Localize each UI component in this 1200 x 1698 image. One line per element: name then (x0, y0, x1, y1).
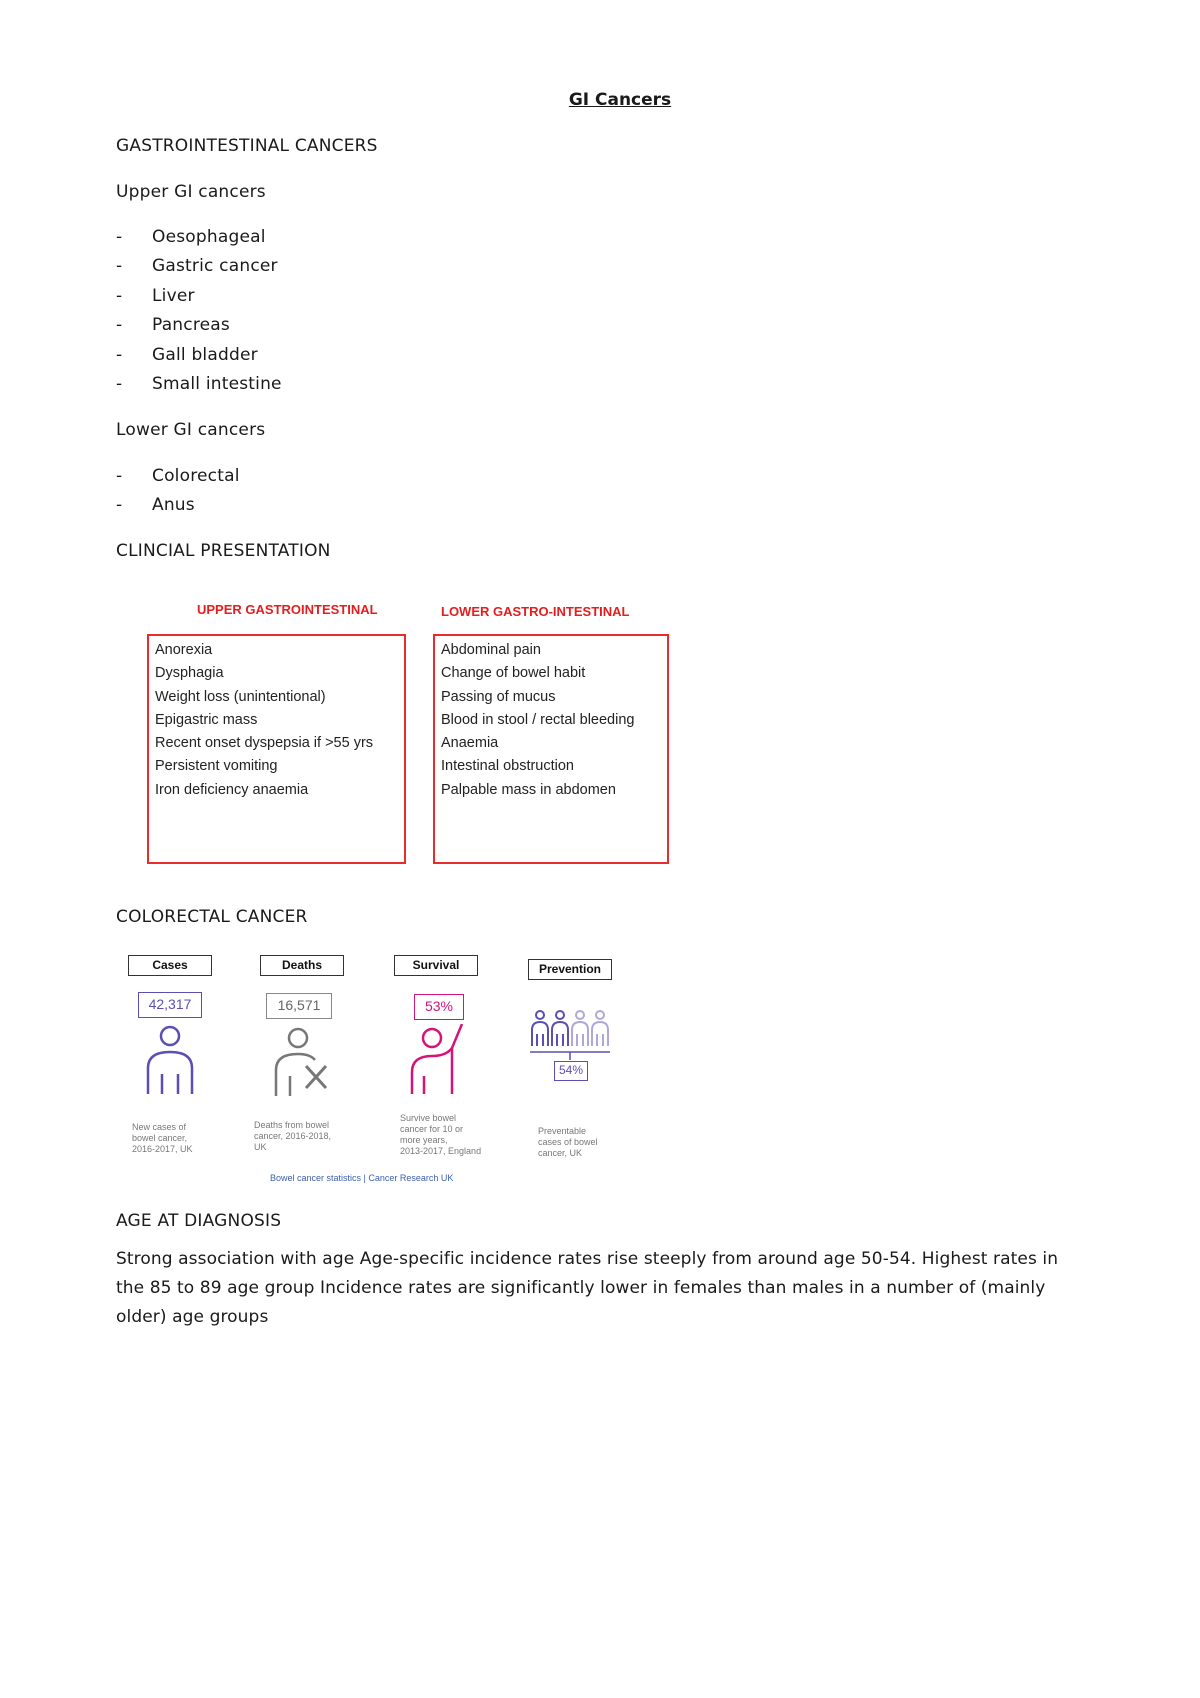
symptom-item: Palpable mass in abdomen (441, 781, 616, 798)
age-at-diagnosis-heading: AGE AT DIAGNOSIS (116, 1211, 282, 1231)
symptom-item: Iron deficiency anaemia (155, 781, 309, 798)
symptom-item: Passing of mucus (441, 688, 556, 705)
lower-gi-symptoms-box (433, 634, 669, 864)
paragraph-line: older) age groups (116, 1307, 269, 1327)
stat-label-survival: Survival (394, 955, 478, 976)
symptom-item: Intestinal obstruction (441, 758, 574, 775)
colorectal-infographic (120, 950, 620, 1190)
symptom-item: Recent onset dyspepsia if >55 yrs (155, 735, 374, 752)
stat-caption-deaths: Deaths from bowel cancer, 2016-2018, UK (254, 1120, 332, 1152)
stat-caption-prevention: Preventable cases of bowel cancer, UK (538, 1126, 598, 1158)
symptom-item: Epigastric mass (155, 711, 258, 728)
people-group-icon (530, 1010, 610, 1066)
person-icon (140, 1024, 200, 1096)
stat-value-cases: 42,317 (138, 992, 202, 1018)
document-title: GI Cancers (568, 90, 672, 110)
person-raised-arm-icon (406, 1024, 470, 1096)
lower-gi-heading: Lower GI cancers (116, 420, 266, 440)
document-page: GI Cancers GASTROINTESTINAL CANCERS Upper GI cancers - Oesophageal - Gastric cancer - Liver - Pancreas - Gall bladder - Small intestine Lower GI cancers - Colorectal - Anus CLINCIAL PRESENTATION UPPER GASTROINTESTINAL LOWER GASTRO-INTESTINAL Anorexia Dysphagia Weight loss (unintentional) Epigastric mass Recent onset dyspepsia if >55 yrs Persistent vomiting Iron deficiency anaemia Abdominal pain Change of bowel habit Passing of mucus Blood in stool / rectal bleeding Anaemia Intestinal obstruction Palpable mass in abdomen COLORECTAL CANCER Cases 42,317 New cases of bowel cancer, 2016-2017, UK Deaths 16,571 Deaths from bowel cancer, 2016-2018, UK Survival 53% Survive bowel cancer for 10 or more years, 2013-2017, England Prevention 54% Preventable cases of bowel cancer, UK Bowel cancer statistics | Cancer Research UK AGE AT DIAGNOSIS Strong association with age Age-specific incidence rates rise steeply from around age 50-54. Highest rates in the 85 to 89 age group Incidence rates are significantly lower in females than males in a number of (mainly older) age groups (0, 0, 1200, 1698)
symptom-item: Dysphagia (155, 665, 224, 682)
person-cross-icon (270, 1026, 334, 1098)
stat-caption-cases: New cases of bowel cancer, 2016-2017, UK (132, 1122, 193, 1154)
upper-gi-panel-title: UPPER GASTROINTESTINAL (197, 602, 378, 617)
stat-caption-survival: Survive bowel cancer for 10 or more years, 2013-2017, England (400, 1113, 482, 1156)
upper-gi-heading: Upper GI cancers (116, 182, 266, 202)
stat-label-deaths: Deaths (260, 955, 344, 976)
stat-value-prevention: 54% (554, 1061, 588, 1081)
symptom-item: Blood in stool / rectal bleeding (441, 711, 635, 728)
symptom-item: Anorexia (155, 642, 213, 658)
lower-gi-panel-title: LOWER GASTRO-INTESTINAL (441, 604, 630, 619)
age-paragraph (116, 1245, 1106, 1332)
symptom-item: Anaemia (441, 735, 499, 752)
stat-label-cases: Cases (128, 955, 212, 976)
colorectal-cancer-heading: COLORECTAL CANCER (116, 907, 308, 927)
stat-value-survival: 53% (414, 994, 464, 1020)
paragraph-line: the 85 to 89 age group Incidence rates are significantly lower in females than males in a number of (mainly (116, 1278, 1046, 1298)
symptom-item: Weight loss (unintentional) (155, 688, 326, 705)
symptom-item: Change of bowel habit (441, 665, 586, 682)
paragraph-line: Strong association with age Age-specific incidence rates rise steeply from around age 50-54. Highest rates in (116, 1249, 1059, 1269)
symptom-item: Persistent vomiting (155, 758, 278, 775)
clinical-presentation-heading: CLINCIAL PRESENTATION (116, 541, 331, 561)
stat-value-deaths: 16,571 (266, 993, 332, 1019)
section-heading-gi-cancers: GASTROINTESTINAL CANCERS (116, 136, 378, 156)
source-link[interactable]: Bowel cancer statistics | Cancer Research UK (270, 1173, 454, 1183)
symptom-item: Abdominal pain (441, 642, 541, 658)
stat-label-prevention: Prevention (528, 959, 612, 980)
upper-gi-symptoms-box (147, 634, 406, 864)
